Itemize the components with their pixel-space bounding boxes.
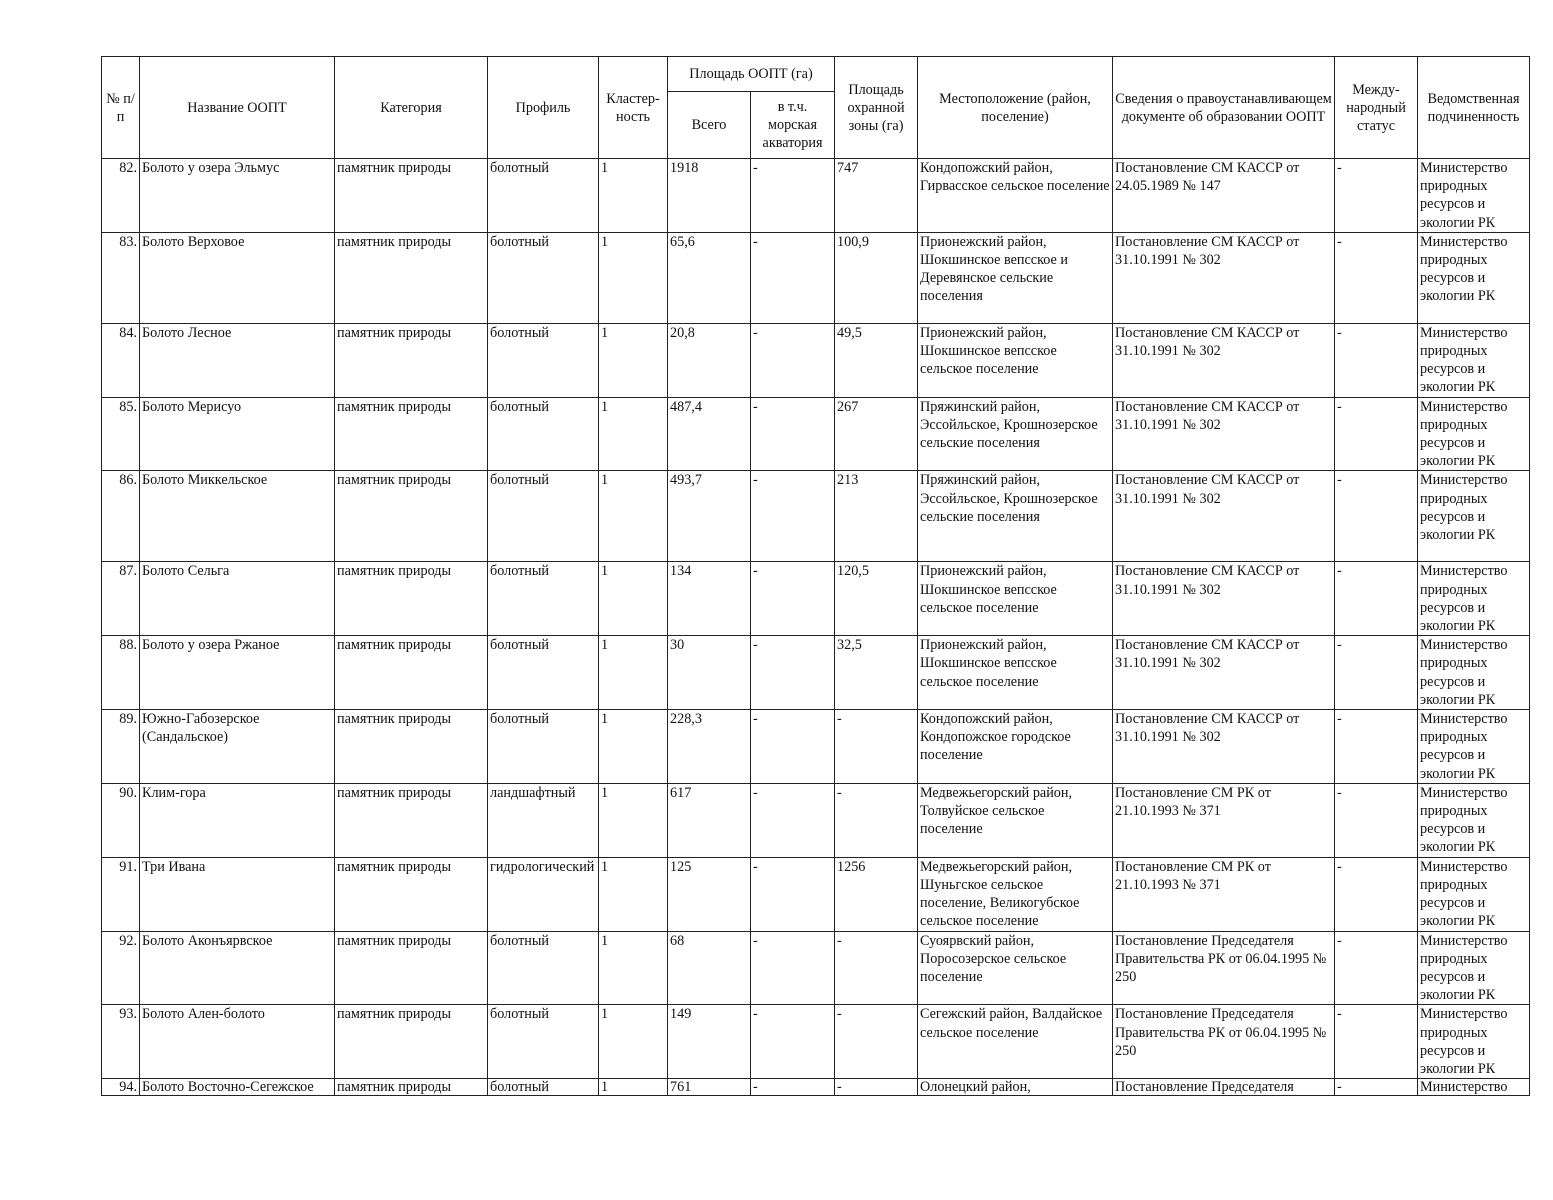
- cell-intl: -: [1335, 1079, 1418, 1096]
- header-area-group: Площадь ООПТ (га): [668, 57, 835, 92]
- cell-category: памятник природы: [335, 931, 488, 1005]
- cell-area-total: 20,8: [668, 323, 751, 397]
- cell-category: памятник природы: [335, 232, 488, 323]
- cell-area-total: 228,3: [668, 710, 751, 784]
- cell-cluster: 1: [599, 931, 668, 1005]
- cell-category: памятник природы: [335, 471, 488, 562]
- cell-cluster: 1: [599, 159, 668, 233]
- cell-document: Постановление СМ КАССР от 31.10.1991 № 302: [1113, 397, 1335, 471]
- cell-num: 93.: [102, 1005, 140, 1079]
- table-row: [102, 397, 1530, 471]
- cell-num: 87.: [102, 562, 140, 636]
- cell-document: Постановление СМ КАССР от 31.10.1991 № 302: [1113, 232, 1335, 323]
- cell-buffer: 32,5: [835, 636, 918, 710]
- cell-intl: -: [1335, 159, 1418, 233]
- cell-buffer: 267: [835, 397, 918, 471]
- table-row: [102, 323, 1530, 397]
- cell-category: памятник природы: [335, 397, 488, 471]
- cell-buffer: 1256: [835, 857, 918, 931]
- cell-profile: болотный: [488, 1079, 599, 1096]
- cell-category: памятник природы: [335, 1005, 488, 1079]
- table-row: [102, 471, 1530, 562]
- cell-cluster: 1: [599, 1005, 668, 1079]
- cell-buffer: 100,9: [835, 232, 918, 323]
- cell-area-total: 65,6: [668, 232, 751, 323]
- cell-num: 94.: [102, 1079, 140, 1096]
- cell-cluster: 1: [599, 1079, 668, 1096]
- cell-location: Кондопожский район, Гирвасское сельское поселение: [918, 159, 1113, 233]
- cell-area-marine: -: [751, 232, 835, 323]
- table-body: [102, 159, 1530, 1096]
- cell-document: Постановление СМ КАССР от 31.10.1991 № 302: [1113, 636, 1335, 710]
- header-num: № п/п: [102, 57, 140, 159]
- table-header: [102, 57, 1530, 159]
- table-row: [102, 857, 1530, 931]
- cell-area-total: 493,7: [668, 471, 751, 562]
- cell-area-total: 125: [668, 857, 751, 931]
- cell-buffer: 213: [835, 471, 918, 562]
- cell-buffer: -: [835, 1079, 918, 1096]
- cell-profile: болотный: [488, 1005, 599, 1079]
- cell-cluster: 1: [599, 471, 668, 562]
- cell-name: Южно-Габозерское (Сандальское): [140, 710, 335, 784]
- cell-area-total: 617: [668, 783, 751, 857]
- cell-name: Болото Миккельское: [140, 471, 335, 562]
- header-intl: Между-народный статус: [1335, 57, 1418, 159]
- cell-cluster: 1: [599, 397, 668, 471]
- cell-location: Пряжинский район, Эссойльское, Крошнозерское сельские поселения: [918, 397, 1113, 471]
- header-buffer: Площадь охранной зоны (га): [835, 57, 918, 159]
- cell-area-marine: -: [751, 397, 835, 471]
- cell-location: Кондопожский район, Кондопожское городское поселение: [918, 710, 1113, 784]
- table-row: [102, 159, 1530, 233]
- cell-profile: болотный: [488, 323, 599, 397]
- cell-area-marine: -: [751, 562, 835, 636]
- cell-area-marine: -: [751, 636, 835, 710]
- cell-document: Постановление Председателя Правительства РК от 06.04.1995 № 250: [1113, 931, 1335, 1005]
- cell-intl: -: [1335, 323, 1418, 397]
- cell-num: 83.: [102, 232, 140, 323]
- cell-area-total: 68: [668, 931, 751, 1005]
- cell-area-total: 487,4: [668, 397, 751, 471]
- cell-profile: болотный: [488, 159, 599, 233]
- header-document: Сведения о правоустанавливающем документе об образовании ООПТ: [1113, 57, 1335, 159]
- cell-cluster: 1: [599, 562, 668, 636]
- cell-category: памятник природы: [335, 636, 488, 710]
- cell-cluster: 1: [599, 857, 668, 931]
- cell-num: 84.: [102, 323, 140, 397]
- oopt-table: [101, 56, 1530, 1096]
- cell-location: Медвежьегорский район, Шуньгское сельское поселение, Великогубское сельское поселение: [918, 857, 1113, 931]
- table-row: [102, 710, 1530, 784]
- table-row: [102, 783, 1530, 857]
- cell-profile: ландшафтный: [488, 783, 599, 857]
- cell-document: Постановление СМ КАССР от 31.10.1991 № 302: [1113, 323, 1335, 397]
- table-row: [102, 232, 1530, 323]
- cell-dept: Министерство природных ресурсов и экологии РК: [1418, 562, 1530, 636]
- cell-document: Постановление Председателя Правительства РК от 06.04.1995 № 250: [1113, 1005, 1335, 1079]
- cell-document: Постановление СМ РК от 21.10.1993 № 371: [1113, 857, 1335, 931]
- cell-intl: -: [1335, 1005, 1418, 1079]
- cell-dept: Министерство природных ресурсов и экологии РК: [1418, 159, 1530, 233]
- cell-buffer: -: [835, 931, 918, 1005]
- table-row: [102, 636, 1530, 710]
- cell-name: Болото Ален-болото: [140, 1005, 335, 1079]
- cell-profile: гидрологический: [488, 857, 599, 931]
- cell-category: памятник природы: [335, 710, 488, 784]
- cell-category: памятник природы: [335, 783, 488, 857]
- cell-area-marine: -: [751, 1005, 835, 1079]
- header-cluster: Кластер-ность: [599, 57, 668, 159]
- cell-category: памятник природы: [335, 323, 488, 397]
- cell-intl: -: [1335, 471, 1418, 562]
- cell-name: Болото Восточно-Сегежское: [140, 1079, 335, 1096]
- cell-num: 89.: [102, 710, 140, 784]
- cell-buffer: 120,5: [835, 562, 918, 636]
- cell-profile: болотный: [488, 397, 599, 471]
- cell-area-total: 134: [668, 562, 751, 636]
- cell-area-total: 30: [668, 636, 751, 710]
- cell-cluster: 1: [599, 710, 668, 784]
- cell-num: 90.: [102, 783, 140, 857]
- cell-num: 91.: [102, 857, 140, 931]
- cell-dept: Министерство: [1418, 1079, 1530, 1096]
- cell-buffer: 747: [835, 159, 918, 233]
- cell-profile: болотный: [488, 931, 599, 1005]
- cell-location: Олонецкий район,: [918, 1079, 1113, 1096]
- header-area-total: Всего: [668, 92, 751, 159]
- cell-category: памятник природы: [335, 159, 488, 233]
- cell-area-marine: -: [751, 857, 835, 931]
- cell-buffer: -: [835, 783, 918, 857]
- cell-profile: болотный: [488, 636, 599, 710]
- table-row: [102, 931, 1530, 1005]
- cell-document: Постановление СМ КАССР от 24.05.1989 № 147: [1113, 159, 1335, 233]
- cell-cluster: 1: [599, 783, 668, 857]
- cell-dept: Министерство природных ресурсов и экологии РК: [1418, 232, 1530, 323]
- cell-location: Прионежский район, Шокшинское вепсское и Деревянское сельские поселения: [918, 232, 1113, 323]
- table-row: [102, 1079, 1530, 1096]
- table-row: [102, 562, 1530, 636]
- header-location: Местоположение (район, поселение): [918, 57, 1113, 159]
- cell-document: Постановление СМ РК от 21.10.1993 № 371: [1113, 783, 1335, 857]
- cell-document: Постановление СМ КАССР от 31.10.1991 № 302: [1113, 710, 1335, 784]
- cell-buffer: 49,5: [835, 323, 918, 397]
- cell-dept: Министерство природных ресурсов и экологии РК: [1418, 710, 1530, 784]
- cell-dept: Министерство природных ресурсов и экологии РК: [1418, 323, 1530, 397]
- cell-buffer: -: [835, 1005, 918, 1079]
- cell-name: Болото у озера Ржаное: [140, 636, 335, 710]
- cell-cluster: 1: [599, 232, 668, 323]
- cell-intl: -: [1335, 636, 1418, 710]
- cell-area-marine: -: [751, 1079, 835, 1096]
- cell-dept: Министерство природных ресурсов и экологии РК: [1418, 636, 1530, 710]
- cell-name: Болото Верховое: [140, 232, 335, 323]
- cell-dept: Министерство природных ресурсов и экологии РК: [1418, 1005, 1530, 1079]
- cell-dept: Министерство природных ресурсов и экологии РК: [1418, 471, 1530, 562]
- cell-profile: болотный: [488, 232, 599, 323]
- cell-cluster: 1: [599, 323, 668, 397]
- cell-area-marine: -: [751, 783, 835, 857]
- cell-num: 88.: [102, 636, 140, 710]
- cell-area-total: 761: [668, 1079, 751, 1096]
- cell-location: Прионежский район, Шокшинское вепсское сельское поселение: [918, 323, 1113, 397]
- cell-intl: -: [1335, 562, 1418, 636]
- cell-name: Болото Мерисуо: [140, 397, 335, 471]
- cell-intl: -: [1335, 710, 1418, 784]
- header-category: Категория: [335, 57, 488, 159]
- cell-area-marine: -: [751, 710, 835, 784]
- cell-num: 82.: [102, 159, 140, 233]
- cell-intl: -: [1335, 931, 1418, 1005]
- cell-dept: Министерство природных ресурсов и экологии РК: [1418, 397, 1530, 471]
- cell-category: памятник природы: [335, 1079, 488, 1096]
- cell-area-marine: -: [751, 323, 835, 397]
- cell-name: Три Ивана: [140, 857, 335, 931]
- cell-area-total: 149: [668, 1005, 751, 1079]
- cell-intl: -: [1335, 397, 1418, 471]
- cell-category: памятник природы: [335, 857, 488, 931]
- cell-area-marine: -: [751, 471, 835, 562]
- cell-dept: Министерство природных ресурсов и экологии РК: [1418, 783, 1530, 857]
- cell-location: Суоярвский район, Поросозерское сельское поселение: [918, 931, 1113, 1005]
- cell-name: Болото у озера Эльмус: [140, 159, 335, 233]
- cell-cluster: 1: [599, 636, 668, 710]
- cell-area-total: 1918: [668, 159, 751, 233]
- cell-name: Болото Сельга: [140, 562, 335, 636]
- cell-name: Болото Аконъярвское: [140, 931, 335, 1005]
- cell-intl: -: [1335, 783, 1418, 857]
- header-name: Название ООПТ: [140, 57, 335, 159]
- cell-intl: -: [1335, 857, 1418, 931]
- cell-name: Болото Лесное: [140, 323, 335, 397]
- cell-area-marine: -: [751, 931, 835, 1005]
- cell-document: Постановление Председателя: [1113, 1079, 1335, 1096]
- cell-name: Клим-гора: [140, 783, 335, 857]
- cell-location: Пряжинский район, Эссойльское, Крошнозерское сельские поселения: [918, 471, 1113, 562]
- cell-profile: болотный: [488, 562, 599, 636]
- cell-dept: Министерство природных ресурсов и экологии РК: [1418, 931, 1530, 1005]
- cell-document: Постановление СМ КАССР от 31.10.1991 № 302: [1113, 471, 1335, 562]
- cell-area-marine: -: [751, 159, 835, 233]
- cell-num: 92.: [102, 931, 140, 1005]
- cell-profile: болотный: [488, 710, 599, 784]
- cell-location: Сегежский район, Валдайское сельское поселение: [918, 1005, 1113, 1079]
- cell-category: памятник природы: [335, 562, 488, 636]
- cell-dept: Министерство природных ресурсов и экологии РК: [1418, 857, 1530, 931]
- cell-num: 85.: [102, 397, 140, 471]
- header-profile: Профиль: [488, 57, 599, 159]
- cell-location: Медвежьегорский район, Толвуйское сельское поселение: [918, 783, 1113, 857]
- cell-num: 86.: [102, 471, 140, 562]
- cell-buffer: -: [835, 710, 918, 784]
- cell-profile: болотный: [488, 471, 599, 562]
- cell-intl: -: [1335, 232, 1418, 323]
- cell-location: Прионежский район, Шокшинское вепсское сельское поселение: [918, 562, 1113, 636]
- table-row: [102, 1005, 1530, 1079]
- header-area-marine: в т.ч. морская акватория: [751, 92, 835, 159]
- header-dept: Ведомственная подчиненность: [1418, 57, 1530, 159]
- cell-document: Постановление СМ КАССР от 31.10.1991 № 302: [1113, 562, 1335, 636]
- cell-location: Прионежский район, Шокшинское вепсское сельское поселение: [918, 636, 1113, 710]
